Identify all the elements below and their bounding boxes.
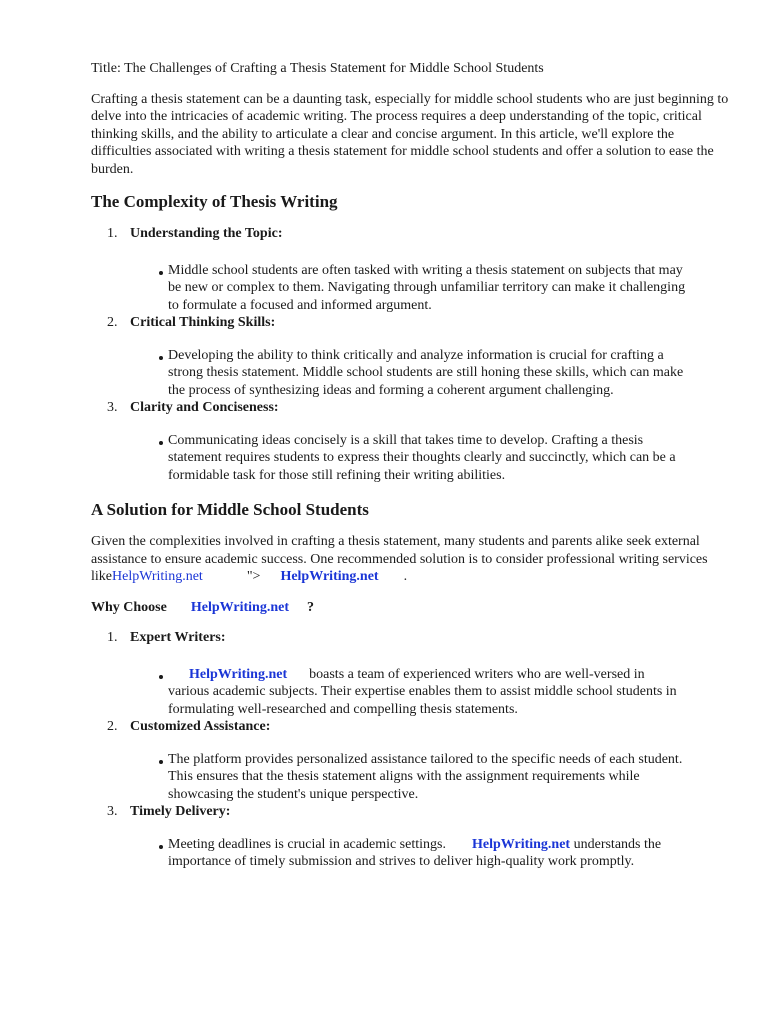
bullet-icon	[157, 836, 168, 871]
list-item-heading	[91, 225, 731, 243]
section-heading-complexity: The Complexity of Thesis Writing	[91, 192, 338, 211]
bullet-text: The platform provides personalized assistance tailored to the specific needs of each student. This ensures that the thesis statement aligns with the assignment requirements while showcasing the student's unique perspective.	[168, 751, 683, 802]
list-item-heading	[91, 629, 731, 647]
list-item	[91, 399, 731, 484]
list-number: 2.	[107, 719, 118, 734]
list-item-heading	[91, 399, 731, 417]
bullet-text-rest: understands the importance of timely submission and strives to deliver high-quality work promptly.	[168, 836, 662, 869]
bullet-point	[157, 751, 687, 804]
bullet-icon	[157, 262, 168, 315]
helpwriting-bold-link[interactable]: HelpWriting.net	[280, 569, 379, 584]
list-item	[91, 314, 731, 399]
bullet-point	[157, 666, 687, 719]
bullet-text	[168, 666, 687, 719]
list-number: 1.	[107, 630, 118, 645]
why-choose-question-mark: ?	[307, 599, 314, 615]
solution-paragraph	[91, 533, 731, 586]
bullet-icon	[157, 347, 168, 400]
bullet-point	[157, 836, 687, 871]
intro-paragraph: Crafting a thesis statement can be a daunting task, especially for middle school students who are just beginning to delve into the intricacies of academic writing. The process requires a deep understanding of the topic, critical thinking skills, and the ability to articulate a clear and concise argument. In this article, we'll explore the difficulties associated with writing a thesis statement for middle school students and offer a solution to ease the burden.	[91, 91, 729, 177]
bullet-text	[168, 836, 687, 871]
list-number: 2.	[107, 315, 118, 330]
list-item-heading	[91, 803, 731, 821]
list-item-heading	[91, 314, 731, 332]
list-item-title: Clarity and Conciseness:	[130, 400, 279, 415]
sentence-period: .	[403, 569, 408, 584]
section-heading-solution: A Solution for Middle School Students	[91, 500, 369, 519]
list-item-title: Critical Thinking Skills:	[130, 315, 276, 330]
bullet-icon	[157, 751, 168, 804]
why-choose-list	[91, 629, 731, 871]
list-item	[91, 718, 731, 803]
bullet-point	[157, 347, 687, 400]
quote-fragment: ">	[246, 569, 261, 584]
bullet-text-prefix: Meeting deadlines is crucial in academic settings.	[168, 836, 446, 852]
list-item	[91, 803, 731, 871]
complexity-list	[91, 225, 731, 484]
list-number: 3.	[107, 804, 118, 819]
list-item-title: Understanding the Topic:	[130, 226, 283, 241]
why-choose-text: Why Choose	[91, 599, 167, 615]
bullet-point	[157, 432, 687, 485]
helpwriting-bold-link[interactable]: HelpWriting.net	[189, 666, 288, 682]
list-item	[91, 629, 731, 718]
document-page	[91, 60, 731, 871]
bullet-text: Communicating ideas concisely is a skill that takes time to develop. Crafting a thesis statement requires students to express their thoughts clearly and succinctly, which can be a formidable task for those still refining their writing abilities.	[168, 432, 676, 483]
list-item	[91, 225, 731, 314]
document-title-line: Title: The Challenges of Crafting a Thesis Statement for Middle School Students	[91, 61, 544, 76]
why-choose-link[interactable]: HelpWriting.net	[190, 599, 289, 615]
bullet-icon	[157, 666, 168, 719]
bullet-text: Middle school students are often tasked with writing a thesis statement on subjects that may be new or complex to them. Navigating through unfamiliar territory can make it challenging to formulate a focused and informed argument.	[168, 262, 686, 313]
bullet-point	[157, 262, 687, 315]
bullet-text-rest: boasts a team of experienced writers who are well-versed in various academic subjects. Their expertise enables them to assist middle school students in formulating well-researched and compelling thesis statements.	[168, 666, 677, 717]
helpwriting-link[interactable]: HelpWriting.net	[112, 569, 203, 584]
list-number: 1.	[107, 226, 118, 241]
helpwriting-bold-link[interactable]: HelpWriting.net	[471, 836, 571, 852]
why-choose-line	[91, 599, 731, 617]
list-item-title: Customized Assistance:	[130, 719, 271, 734]
bullet-text: Developing the ability to think critically and analyze information is crucial for crafting a strong thesis statement. Middle school students are still honing these skills, which can make the process of synthesizing ideas and forming a coherent argument challenging.	[168, 347, 684, 398]
list-item-title: Expert Writers:	[130, 630, 226, 645]
list-item-heading	[91, 718, 731, 736]
spacer	[91, 484, 731, 499]
solution-paragraph-text: Given the complexities involved in crafting a thesis statement, many students and parents alike seek external assistance to ensure academic success. One recommended solution is to consider professional writing services like	[91, 534, 708, 584]
list-item-title: Timely Delivery:	[130, 804, 231, 819]
list-number: 3.	[107, 400, 118, 415]
bullet-icon	[157, 432, 168, 485]
